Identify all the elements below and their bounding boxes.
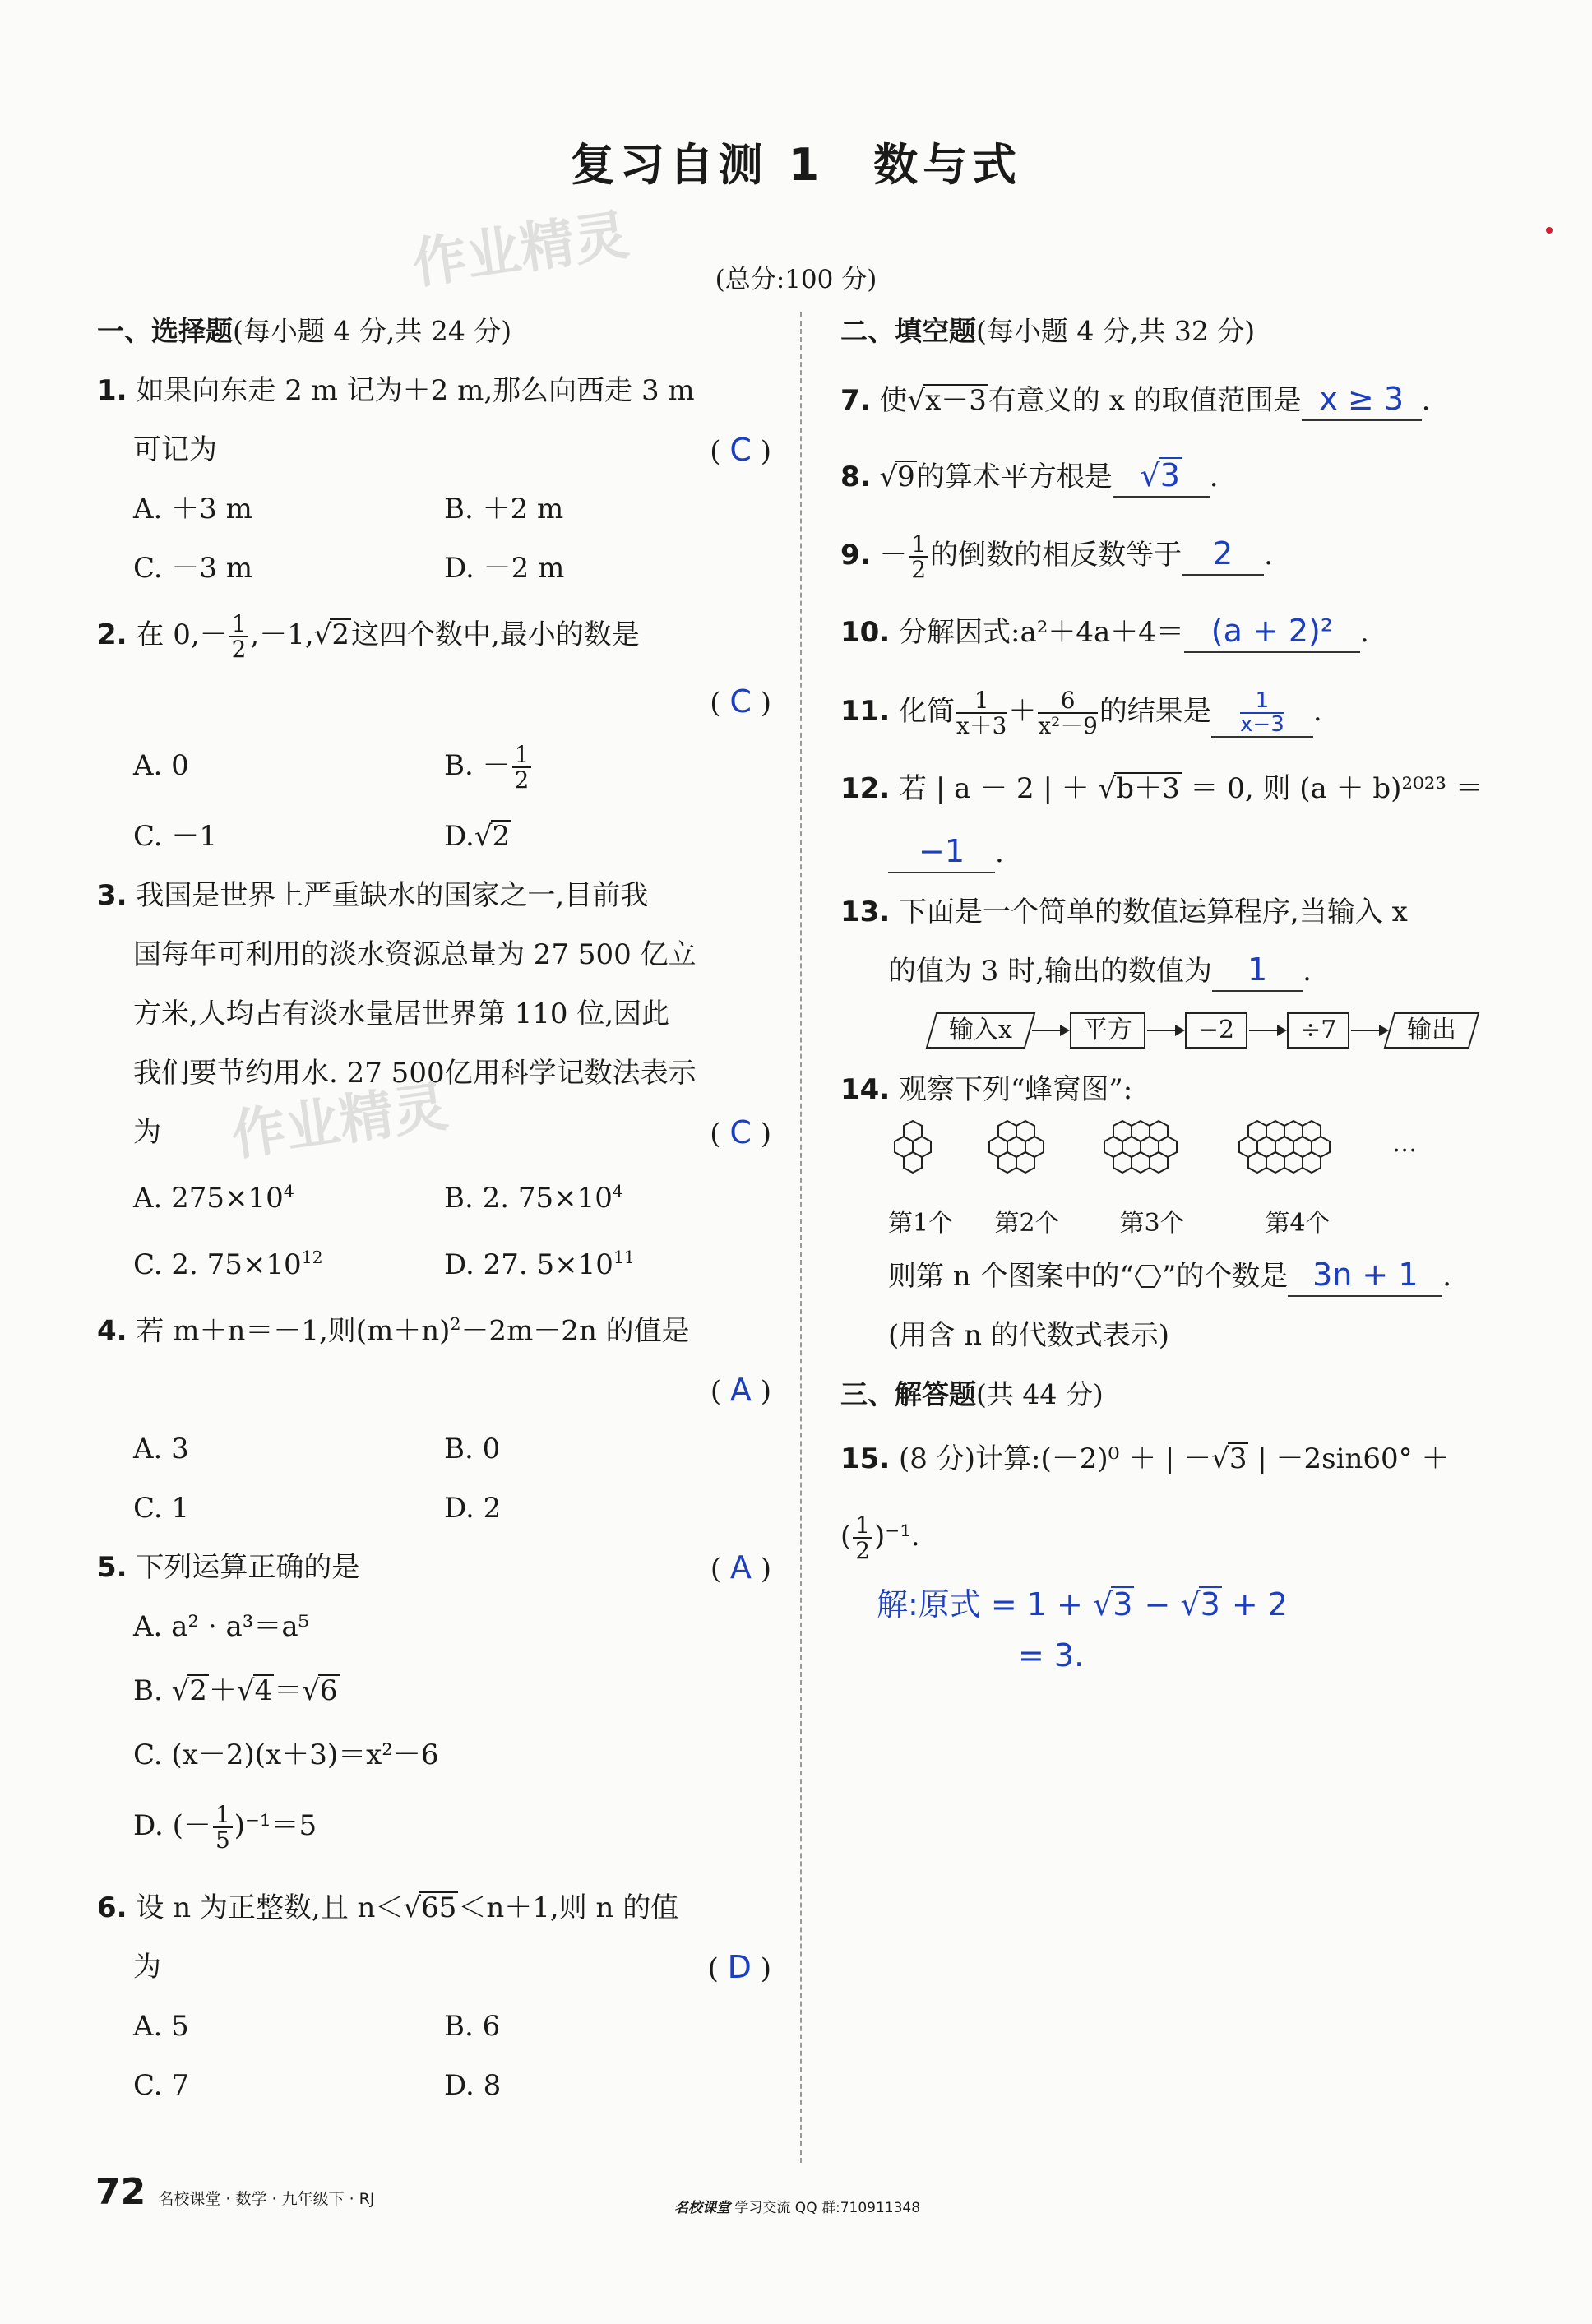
question-6-line2: 为 ( D ) [97,1937,771,1997]
question-11: 11. 化简 $\frac{1}{x+3}$ ＋ $\frac{6}{\text{x²－9}}$ 的结果是 $\frac{1}{x-3}$ . [840,686,1322,739]
flow-step-divide: ÷7 [1287,1012,1349,1049]
question-14: 14. 观察下列“蜂窝图”: [840,1073,1133,1106]
question-7: 7. 使√x－3有意义的 x 的取值范围是 x ≥ 3 . [840,361,1515,440]
solution-line1: 解:原式 = 1 + √3 − √3 + 2 [877,1586,1288,1623]
options: C. 7 D. 8 [133,2068,502,2102]
question-13-line2: 的值为 3 时,输出的数值为 1 . [840,942,1515,1001]
question-15-line2: ( $\frac{1}{2}$ )⁻¹. [840,1511,920,1564]
honeycomb-4: 第4个 [1236,1119,1359,1242]
column-divider [800,312,802,2163]
flow-arrow [1147,1030,1183,1031]
question-1-line2: 可记为 ( C ) [97,420,771,479]
options: C. 2. $75\times 10^{12}$ D. 27. $5\times 10^{11}$ [133,1248,635,1281]
answer-paren: ( C ) [710,432,771,468]
question-15: 15. (8 分)计算:(－2)⁰ ＋ | －√3 | －2sin60° ＋ [840,1442,1450,1475]
options: A. 0 B. － $\frac{1}{2}$ [97,725,771,807]
solution-line2: = 3. [1018,1637,1085,1674]
question-12: 12. 若 | a － 2 | ＋ √b＋3 ＝ 0, 则 (a ＋ b)²⁰²³ ＝ [840,772,1483,805]
question-1: 1. 如果向东走 2 m 记为＋2 m,那么向西走 3 m [97,374,695,407]
section-heading: 二、填空题(每小题 4 分,共 32 分) [840,315,1256,347]
question-13: 13. 下面是一个简单的数值运算程序,当输入 x [840,896,1408,928]
question-4: 4. 若 m＋n＝－1,则$(m+n)^2-2m-2n$ 的值是 [97,1313,690,1347]
options: A. 5 B. 6 [133,2009,501,2043]
options: C. －1 D.√2 [133,820,511,853]
page-title: 复习自测 1 数与式 [570,139,1022,191]
question-2: 2. 在 0,－ $\frac{1}{2}$ ,－1,√2这四个数中,最小的数是 [97,609,640,663]
hexagon-icon [1134,1264,1162,1289]
options: C. 1 D. 2 [133,1491,502,1525]
options: C. －3 m D. －2 m [133,552,565,585]
options: A. 3 B. 0 [133,1432,501,1465]
answer-paren: ( C ) [710,683,771,720]
flowchart [931,1001,1515,1060]
watermark: 作业精灵 [408,202,632,296]
question-3-line: 方米,人均占有淡水量居世界第 110 位,因此 [133,998,670,1030]
question-14-line3: (用含 n 的代数式表示) [888,1319,1170,1352]
watermark: 作业精灵 [227,1074,451,1168]
question-3-line: 我们要节约用水. 27 500亿用科学记数法表示 [133,1057,696,1090]
honeycomb-1-icon [891,1119,951,1195]
question-4-answer [97,1360,771,1419]
ellipsis: … [1392,1129,1418,1158]
section-heading: 一、选择题(每小题 4 分,共 24 分) [97,315,512,347]
question-8: 8. √9的算术平方根是 √3 . [840,440,1515,514]
question-14-line2: 则第 n 个图案中的“ ”的个数是 3n + 1 . [840,1247,1515,1306]
question-3-line: 为 ( C ) [97,1103,771,1162]
honeycomb-3-icon [1101,1119,1203,1195]
flow-step-square: 平方 [1070,1012,1145,1049]
flow-arrow [1032,1030,1068,1031]
option-c: C. (x－2)(x＋3)＝x²－6 [133,1738,439,1771]
options: A. $275\times 10^4$ B. 2. $75\times 10^4$ [133,1182,623,1215]
flow-input: 输入x [926,1012,1036,1049]
option-b: B. √2＋√4＝√6 [133,1674,338,1707]
answer-paren: ( C ) [710,1114,771,1150]
honeycomb-figures [888,1119,1515,1242]
flow-arrow [1249,1030,1285,1031]
question-12-answer: −1 . [840,823,1515,882]
ink-dot [1546,227,1553,234]
honeycomb-3: 第3个 [1101,1119,1203,1242]
option-d: D. (－ $\frac{1}{5}$ )⁻¹＝5 [133,1800,317,1854]
flow-arrow [1351,1030,1387,1031]
footer-brand: 名校课堂 学习交流 QQ 群:710911348 [674,2200,921,2216]
answer-paren: ( A ) [710,1549,771,1586]
honeycomb-2: 第2个 [986,1119,1068,1242]
question-6: 6. 设 n 为正整数,且 n＜√65＜n＋1,则 n 的值 [97,1891,679,1924]
total-score: (总分:100 分) [715,265,877,294]
flow-step-minus: −2 [1185,1012,1247,1049]
question-3-line: 国每年可利用的淡水资源总量为 27 500 亿立 [133,938,696,971]
section-heading: 三、解答题(共 44 分) [840,1378,1104,1410]
right-column [840,302,1515,1681]
answer-paren: ( A ) [710,1371,771,1408]
question-3: 3. 我国是世界上严重缺水的国家之一,目前我 [97,879,649,912]
honeycomb-1: 第1个 [888,1119,953,1242]
honeycomb-2-icon [986,1119,1068,1195]
options: A. ＋3 m B. ＋2 m [133,493,564,525]
answer-paren: ( D ) [707,1948,771,1985]
flow-output: 输出 [1384,1012,1480,1049]
question-5: 5. 下列运算正确的是 ( A ) [97,1538,771,1597]
question-10: 10. 分解因式:a²＋4a＋4＝ (a + 2)² . [840,596,1515,669]
option-a: A. a² · a³＝a⁵ [133,1609,310,1643]
question-2-answer [97,672,771,725]
question-9: 9. － $\frac{1}{2}$ 的倒数的相反数等于 2 . [840,530,1273,583]
page-number: 72 [95,2171,146,2213]
book-info: 名校课堂 · 数学 · 九年级下 · RJ [158,2190,375,2208]
footer [95,2171,375,2213]
honeycomb-4-icon [1236,1119,1359,1195]
left-column [97,302,771,2115]
